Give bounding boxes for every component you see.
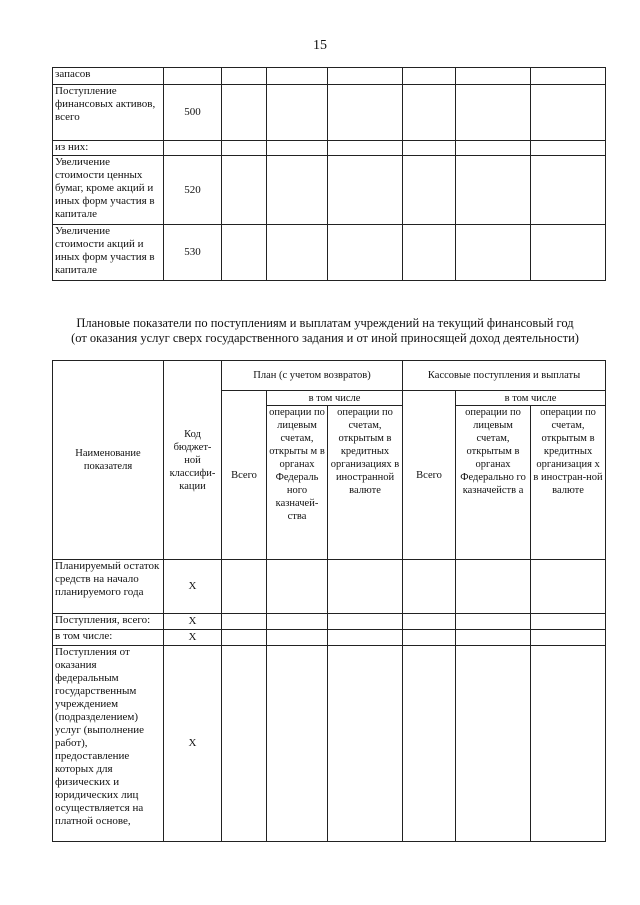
header-cash-treasury: операции по лицевым счетам, открытым в органах Федерально го казначейств а bbox=[456, 406, 531, 560]
caption-line-1: Плановые показатели по поступлениям и выплатам учреждений на текущий финансовый год bbox=[76, 316, 574, 330]
table-row bbox=[53, 68, 606, 85]
table-row bbox=[53, 156, 606, 225]
row-name: Поступление финансовых активов, всего bbox=[53, 85, 164, 141]
header-cash-foreign: операции по счетам, открытым в кредитных организация х в иностран-ной валюте bbox=[531, 406, 606, 560]
table-row bbox=[53, 85, 606, 141]
row-code: Х bbox=[164, 560, 222, 614]
table-row bbox=[53, 560, 606, 614]
header-code: Код бюджет-ной классифи-кации bbox=[164, 361, 222, 560]
header-plan-total: Всего bbox=[222, 391, 267, 560]
row-name: в том числе: bbox=[53, 630, 164, 646]
caption-line-2: (от оказания услуг сверх государственного задания и от иной приносящей доход деятельности) bbox=[71, 331, 579, 345]
row-code: Х bbox=[164, 646, 222, 842]
table-row bbox=[53, 141, 606, 156]
row-name: Поступления, всего: bbox=[53, 614, 164, 630]
header-cash-including: в том числе bbox=[456, 391, 606, 406]
page-number: 15 bbox=[313, 38, 327, 53]
header-cash-total: Всего bbox=[403, 391, 456, 560]
row-name: Планируемый остаток средств на начало планируемого года bbox=[53, 560, 164, 614]
table-row bbox=[53, 225, 606, 281]
header-plan-treasury: операции по лицевым счетам, открыты м в органах Федераль ного казначей-ства bbox=[267, 406, 328, 560]
row-name: Увеличение стоимости ценных бумаг, кроме акций и иных форм участия в капитале bbox=[53, 156, 164, 225]
table-row bbox=[53, 630, 606, 646]
row-name: Увеличение стоимости акций и иных форм участия в капитале bbox=[53, 225, 164, 281]
row-code: 520 bbox=[164, 156, 222, 225]
row-code: Х bbox=[164, 630, 222, 646]
header-plan-group: План (с учетом возвратов) bbox=[222, 361, 403, 391]
table-row bbox=[53, 646, 606, 842]
header-name: Наименование показателя bbox=[53, 361, 164, 560]
row-name: запасов bbox=[53, 68, 164, 85]
row-code: Х bbox=[164, 614, 222, 630]
row-name: Поступления от оказания федеральным государственным учреждением (подразделением) услуг (выполнение работ), предоставление которых для физических и юридических лиц осуществляется на платной основе, bbox=[53, 646, 164, 842]
header-cash-group: Кассовые поступления и выплаты bbox=[403, 361, 606, 391]
header-plan-including: в том числе bbox=[267, 391, 403, 406]
financial-assets-table bbox=[52, 67, 606, 281]
table-caption bbox=[40, 316, 610, 346]
row-code bbox=[164, 68, 222, 85]
row-code: 530 bbox=[164, 225, 222, 281]
planned-indicators-table bbox=[52, 360, 606, 842]
row-code: 500 bbox=[164, 85, 222, 141]
table-row bbox=[53, 614, 606, 630]
header-plan-foreign: операции по счетам, открытым в кредитных организациях в иностранной валюте bbox=[328, 406, 403, 560]
row-name: из них: bbox=[53, 141, 164, 156]
row-code bbox=[164, 141, 222, 156]
